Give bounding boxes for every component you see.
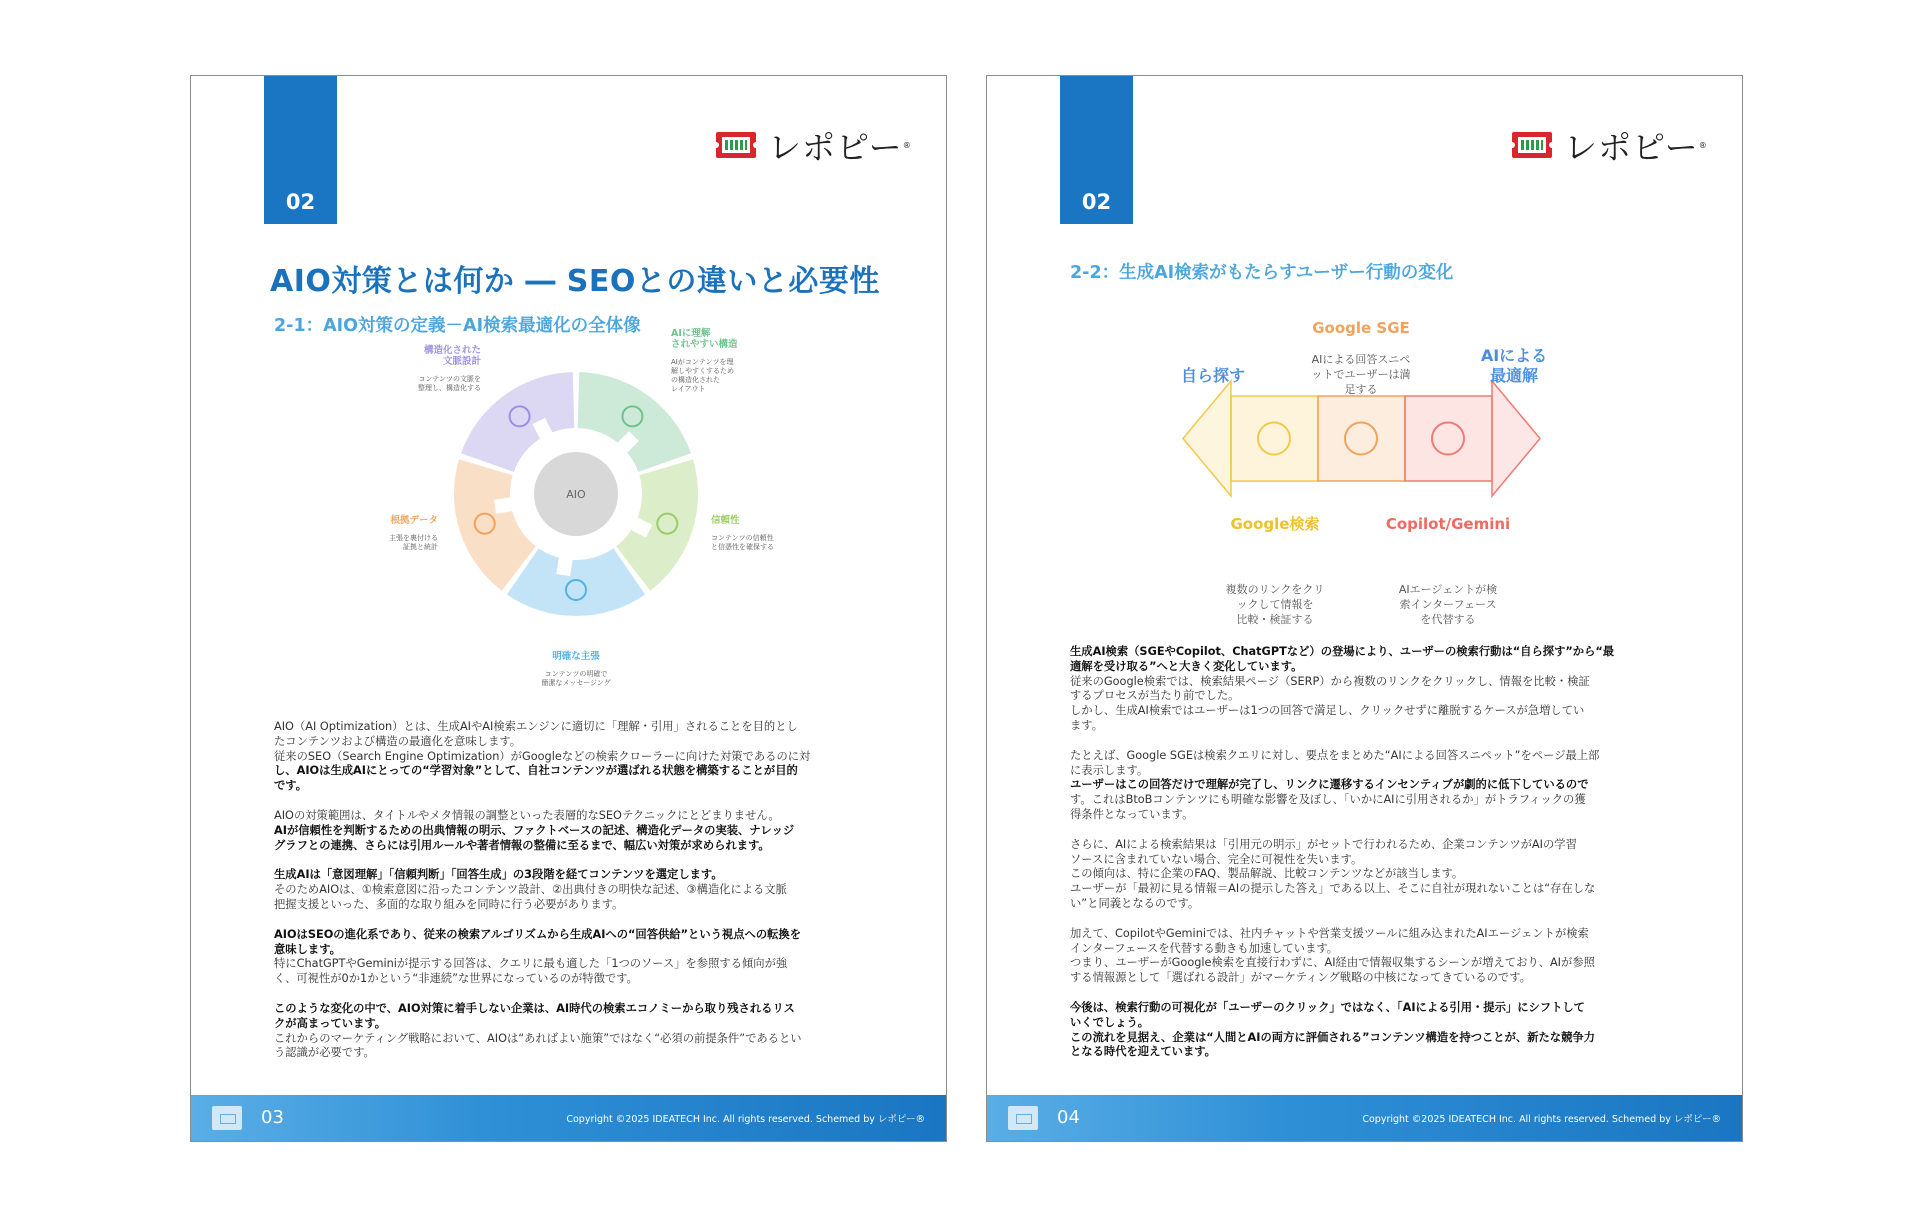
- ticket-footer-icon: [212, 1106, 242, 1130]
- text-line: するプロセスが当たり前でした。: [1070, 689, 1240, 703]
- wheel-arrow: [563, 541, 568, 575]
- stage-box: [1318, 396, 1405, 481]
- text-line: ユーザーが「最初に見る情報＝AIの提示した答え」である以上、そこに自社が現れないことは“存在しな: [1070, 882, 1596, 896]
- paragraph: [274, 809, 864, 853]
- paragraph: [1070, 838, 1660, 912]
- section-subtitle: 2-2：生成AI検索がもたらすユーザー行動の変化: [1070, 263, 1454, 283]
- wheel-segment: [507, 548, 645, 616]
- text-line: たコンテンツおよび構造の最適化を意味します。: [274, 734, 522, 748]
- text-line: つまり、ユーザーがGoogle検索を直接行わずに、AI経由で情報収集するシーンが増えており、AIが参照: [1070, 956, 1595, 970]
- text-line: さらに、AIによる検索結果は「引用元の明示」がセットで行われるため、企業コンテンツがAIの学習: [1070, 837, 1577, 851]
- document-page-04: [986, 75, 1743, 1142]
- page-number: 03: [261, 1107, 284, 1128]
- text-line: AIOの対策範囲は、タイトルやメタ情報の調整といった表層的なSEOテクニックにとどまりません。: [274, 808, 780, 822]
- body-text: [274, 720, 864, 1076]
- left-arrowhead: [1183, 381, 1231, 496]
- segment-title: 根拠データ: [390, 515, 438, 526]
- text-line: しかし、生成AI検索ではユーザーは1つの回答で満足し、クリックせずに離脱するケースが急増してい: [1070, 704, 1585, 718]
- text-line: これからのマーケティング戦略において、AIOは“あればよい施策”ではなく“必須の前提条件”であるとい: [274, 1031, 802, 1045]
- segment-desc: コンテンツの信頼性と信憑性を確保する: [711, 534, 774, 551]
- ticket-logo-icon: [714, 129, 758, 161]
- text-line: 特にChatGPTやGeminiが提示する回答は、クエリに最も適した「1つのソース」を参照する傾向が強: [274, 957, 788, 971]
- text-line: 適解を受け取る”へと大きく変化しています。: [1070, 659, 1303, 673]
- wheel-arrow: [495, 502, 529, 507]
- left-label: 自ら探す: [1180, 366, 1246, 385]
- paragraph: [274, 1002, 864, 1061]
- text-line: に表示します。: [1070, 763, 1149, 777]
- text-line: 得条件となっています。: [1070, 807, 1194, 821]
- text-line: ソースに含まれていない場合、完全に可視性を失います。: [1070, 852, 1363, 866]
- segment-desc: 主張を裏付ける証拠と統計: [389, 534, 438, 551]
- chapter-number: 02: [1081, 190, 1112, 214]
- segment-title: AIに理解されやすい構造: [671, 328, 738, 350]
- copyright: Copyright ©2025 IDEATECH Inc. All rights reserved. Schemed by レポピー®: [1362, 1114, 1721, 1125]
- stage-box: [1405, 396, 1492, 481]
- logo-text: レポピー: [768, 127, 903, 167]
- chapter-tab: [1060, 76, 1133, 224]
- page-title: AIO対策とは何か ― SEOとの違いと必要性: [270, 264, 880, 299]
- page-footer: [191, 1095, 946, 1141]
- text-line: いくでしょう。: [1070, 1015, 1150, 1029]
- paragraph: [1070, 1001, 1660, 1060]
- text-line: ます。: [1070, 718, 1103, 732]
- text-line: AIO（AI Optimization）とは、生成AIやAI検索エンジンに適切に「理解・引用」されることを目的とし: [274, 720, 798, 733]
- segment-title: 明確な主張: [552, 651, 600, 662]
- text-line: そのためAIOは、①検索意図に沿ったコンテンツ設計、②出典付きの明快な記述、③構造化による文脈: [274, 883, 787, 897]
- paragraph: [1070, 645, 1660, 734]
- text-line: く、可視性が0か1かという“非連続”な世界になっているのが特徴です。: [274, 972, 638, 986]
- stage-title: Copilot/Gemini: [1385, 515, 1511, 533]
- body-text: [1070, 645, 1660, 1075]
- search-evolution-diagram: [987, 291, 1744, 691]
- wheel-center-label: AIO: [566, 488, 586, 501]
- text-line: この傾向は、特に企業のFAQ、製品解説、比較コンテンツなどが該当します。: [1070, 867, 1464, 881]
- paragraph: [1070, 927, 1660, 986]
- text-line: 加えて、CopilotやGeminiでは、社内チャットや営業支援ツールに組み込まれたAIエージェントが検索: [1070, 926, 1589, 940]
- right-label: AIによる最適解: [1480, 346, 1548, 385]
- stage-desc: AIによる回答スニペットでユーザーは満足する: [1311, 353, 1411, 396]
- text-line: AIが信頼性を判断するための出典情報の明示、ファクトベースの記述、構造化データの実装、ナレッジ: [274, 823, 795, 837]
- paragraph: [1070, 749, 1660, 823]
- text-line: す。これはBtoBコンテンツにも明確な影響を及ぼし、「いかにAIに引用されるか」がトラフィックの獲: [1070, 793, 1586, 807]
- chapter-number: 02: [285, 190, 316, 214]
- text-line: 従来のSEO（Search Engine Optimization）がGoogleなどの検索クローラーに向けた対策であるのに対: [274, 749, 811, 763]
- stage-title: Google SGE: [1312, 319, 1410, 337]
- text-line: 把握支援といった、多面的な取り組みを同時に行う必要があります。: [274, 897, 624, 911]
- text-line: インターフェースを代替する動きも加速しています。: [1070, 941, 1339, 955]
- text-line: う認識が必要です。: [274, 1046, 375, 1060]
- text-line: ユーザーはこの回答だけで理解が完了し、リンクに遷移するインセンティブが劇的に低下しているので: [1070, 778, 1589, 792]
- aio-wheel-diagram: [191, 328, 948, 761]
- text-line: する情報源として「選ばれる設計」がマーケティング戦略の中核になってきているのです。: [1070, 971, 1531, 985]
- text-line: 生成AIは「意図理解」「信頼判断」「回答生成」の3段階を経てコンテンツを選定します。: [274, 868, 723, 882]
- text-line: グラフとの連携、さらには引用ルールや著者情報の整備に至るまで、幅広い対策が求められます。: [274, 838, 770, 852]
- document-page-03: [190, 75, 947, 1142]
- segment-desc: コンテンツの明確で簡潔なメッセージング: [541, 670, 611, 687]
- chapter-tab: [264, 76, 337, 224]
- paragraph: [274, 868, 864, 912]
- brand-logo: レポピー ®: [1510, 122, 1707, 168]
- text-line: クが高まっています。: [274, 1016, 387, 1030]
- ticket-footer-icon: [1008, 1106, 1038, 1130]
- stage-box: [1231, 396, 1318, 481]
- brand-logo: レポピー ®: [714, 122, 911, 168]
- segment-desc: コンテンツの文脈を整理し、構造化する: [418, 375, 481, 392]
- segment-desc: AIがコンテンツを理解しやすくするための構造化されたレイアウト: [671, 358, 734, 393]
- right-arrowhead: [1492, 381, 1540, 496]
- page-number: 04: [1057, 1107, 1080, 1128]
- segment-title: 信頼性: [711, 515, 740, 526]
- ticket-logo-icon: [1510, 129, 1554, 161]
- text-line: となる時代を迎えています。: [1070, 1045, 1216, 1059]
- text-line: です。: [274, 779, 307, 793]
- paragraph: [274, 720, 864, 794]
- section-subtitle: 2-1：AIO対策の定義－AI検索最適化の全体像: [274, 316, 641, 336]
- segment-title: 構造化された文脈設計: [423, 345, 481, 367]
- stage-title: Google検索: [1230, 515, 1320, 533]
- text-line: この流れを見据え、企業は“人間とAIの両方に評価される”コンテンツ構造を持つことが、新たな競争力: [1070, 1030, 1595, 1044]
- stage-desc: 複数のリンクをクリックして情報を比較・検証する: [1225, 583, 1325, 626]
- logo-text: レポピー: [1564, 127, 1699, 167]
- text-line: AIOはSEOの進化系であり、従来の検索アルゴリズムから生成AIへの“回答供給”という視点への転換を: [274, 927, 802, 941]
- text-line: 従来のGoogle検索では、検索結果ページ（SERP）から複数のリンクをクリックし、情報を比較・検証: [1070, 674, 1590, 688]
- text-line: し、AIOは生成AIにとっての“学習対象”として、自社コンテンツが選ばれる状態を構築することが目的: [274, 764, 798, 778]
- text-line: い”と同義となるのです。: [1070, 896, 1200, 910]
- page-footer: [987, 1095, 1742, 1141]
- text-line: 今後は、検索行動の可視化が「ユーザーのクリック」ではなく、「AIによる引用・提示」にシフトして: [1070, 1000, 1585, 1014]
- copyright: Copyright ©2025 IDEATECH Inc. All rights reserved. Schemed by レポピー®: [566, 1114, 925, 1125]
- text-line: このような変化の中で、AIO対策に着手しない企業は、AI時代の検索エコノミーから取り残されるリス: [274, 1001, 795, 1015]
- text-line: たとえば、Google SGEは検索クエリに対し、要点をまとめた“AIによる回答スニペット”をページ最上部: [1070, 748, 1600, 762]
- text-line: 生成AI検索（SGEやCopilot、ChatGPTなど）の登場により、ユーザーの検索行動は“自ら探す”から“最: [1070, 645, 1615, 658]
- text-line: 意味します。: [274, 942, 341, 956]
- stage-desc: AIエージェントが検索インターフェースを代替する: [1398, 583, 1498, 626]
- paragraph: [274, 928, 864, 987]
